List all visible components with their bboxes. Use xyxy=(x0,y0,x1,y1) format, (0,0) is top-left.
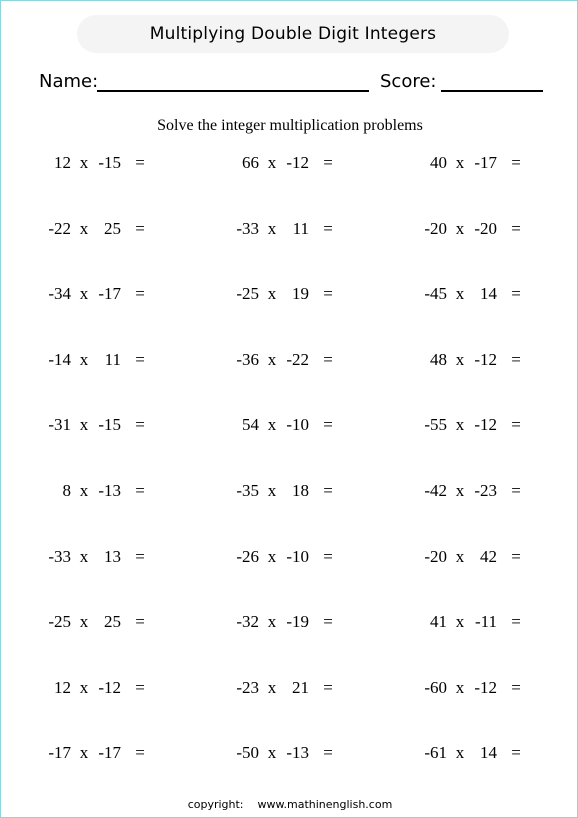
second-factor: -13 xyxy=(98,481,121,500)
problem-item xyxy=(229,151,339,175)
multiply-sign: x xyxy=(79,350,89,369)
multiply-sign: x xyxy=(267,219,277,238)
multiply-sign: x xyxy=(79,153,89,172)
first-factor: -23 xyxy=(236,678,259,697)
second-factor: -23 xyxy=(474,481,497,500)
problem-item xyxy=(229,545,339,569)
footer xyxy=(1,798,578,811)
multiply-sign: x xyxy=(455,153,465,172)
first-factor: 66 xyxy=(242,153,259,172)
equals-sign: = xyxy=(323,481,333,500)
second-factor: -12 xyxy=(474,415,497,434)
problem-item xyxy=(229,413,339,437)
second-factor: 42 xyxy=(480,547,497,566)
score-label: Score: xyxy=(380,71,437,92)
second-factor: -20 xyxy=(474,219,497,238)
name-score-row xyxy=(39,69,549,97)
first-factor: -34 xyxy=(48,284,71,303)
second-factor: -12 xyxy=(474,350,497,369)
second-factor: -17 xyxy=(98,284,121,303)
first-factor: -36 xyxy=(236,350,259,369)
second-factor: 25 xyxy=(104,612,121,631)
problem-item xyxy=(417,151,527,175)
second-factor: 25 xyxy=(104,219,121,238)
equals-sign: = xyxy=(135,743,145,762)
multiply-sign: x xyxy=(455,284,465,303)
multiply-sign: x xyxy=(79,284,89,303)
first-factor: -25 xyxy=(236,284,259,303)
first-factor: -31 xyxy=(48,415,71,434)
name-answer-line[interactable] xyxy=(97,90,369,92)
second-factor: -12 xyxy=(98,678,121,697)
equals-sign: = xyxy=(135,481,145,500)
multiply-sign: x xyxy=(267,678,277,697)
second-factor: -17 xyxy=(474,153,497,172)
first-factor: -22 xyxy=(48,219,71,238)
second-factor: 19 xyxy=(292,284,309,303)
first-factor: -20 xyxy=(424,219,447,238)
first-factor: -33 xyxy=(236,219,259,238)
second-factor: -10 xyxy=(286,547,309,566)
second-factor: -22 xyxy=(286,350,309,369)
equals-sign: = xyxy=(511,284,521,303)
second-factor: -19 xyxy=(286,612,309,631)
first-factor: -45 xyxy=(424,284,447,303)
multiply-sign: x xyxy=(79,678,89,697)
first-factor: 12 xyxy=(54,153,71,172)
second-factor: -15 xyxy=(98,153,121,172)
problem-item xyxy=(417,348,527,372)
problem-item xyxy=(41,676,151,700)
problem-item xyxy=(417,545,527,569)
equals-sign: = xyxy=(511,481,521,500)
problem-grid xyxy=(1,151,578,791)
problem-item xyxy=(417,217,527,241)
name-label: Name: xyxy=(39,71,99,92)
multiply-sign: x xyxy=(79,612,89,631)
first-factor: -26 xyxy=(236,547,259,566)
first-factor: 8 xyxy=(62,481,71,500)
second-factor: 21 xyxy=(292,678,309,697)
multiply-sign: x xyxy=(79,481,89,500)
multiply-sign: x xyxy=(267,415,277,434)
site-link[interactable]: www.mathinenglish.com xyxy=(257,798,393,811)
multiply-sign: x xyxy=(267,612,277,631)
problem-item xyxy=(229,217,339,241)
multiply-sign: x xyxy=(455,415,465,434)
instructions: Solve the integer multiplication problems xyxy=(157,117,423,134)
multiply-sign: x xyxy=(267,350,277,369)
equals-sign: = xyxy=(511,547,521,566)
problem-item xyxy=(41,151,151,175)
multiply-sign: x xyxy=(79,415,89,434)
problem-item xyxy=(417,676,527,700)
equals-sign: = xyxy=(323,743,333,762)
first-factor: -33 xyxy=(48,547,71,566)
multiply-sign: x xyxy=(455,219,465,238)
equals-sign: = xyxy=(135,219,145,238)
equals-sign: = xyxy=(323,678,333,697)
problem-item xyxy=(41,217,151,241)
multiply-sign: x xyxy=(267,743,277,762)
second-factor: 18 xyxy=(292,481,309,500)
equals-sign: = xyxy=(135,350,145,369)
second-factor: 14 xyxy=(480,743,497,762)
second-factor: -10 xyxy=(286,415,309,434)
problem-item xyxy=(229,479,339,503)
multiply-sign: x xyxy=(455,481,465,500)
multiply-sign: x xyxy=(455,547,465,566)
equals-sign: = xyxy=(135,678,145,697)
equals-sign: = xyxy=(135,415,145,434)
first-factor: 48 xyxy=(430,350,447,369)
equals-sign: = xyxy=(511,153,521,172)
second-factor: -12 xyxy=(286,153,309,172)
equals-sign: = xyxy=(135,547,145,566)
equals-sign: = xyxy=(511,678,521,697)
equals-sign: = xyxy=(323,547,333,566)
problem-item xyxy=(229,741,339,765)
first-factor: 12 xyxy=(54,678,71,697)
first-factor: -17 xyxy=(48,743,71,762)
equals-sign: = xyxy=(135,612,145,631)
second-factor: -17 xyxy=(98,743,121,762)
problem-item xyxy=(417,479,527,503)
multiply-sign: x xyxy=(455,743,465,762)
second-factor: -13 xyxy=(286,743,309,762)
problem-item xyxy=(41,413,151,437)
first-factor: -20 xyxy=(424,547,447,566)
equals-sign: = xyxy=(323,415,333,434)
multiply-sign: x xyxy=(267,284,277,303)
equals-sign: = xyxy=(511,350,521,369)
equals-sign: = xyxy=(135,153,145,172)
first-factor: 41 xyxy=(430,612,447,631)
multiply-sign: x xyxy=(79,743,89,762)
second-factor: -12 xyxy=(474,678,497,697)
first-factor: -61 xyxy=(424,743,447,762)
first-factor: -25 xyxy=(48,612,71,631)
equals-sign: = xyxy=(511,415,521,434)
problem-item xyxy=(41,282,151,306)
second-factor: 14 xyxy=(480,284,497,303)
second-factor: 11 xyxy=(292,219,309,238)
first-factor: -50 xyxy=(236,743,259,762)
problem-item xyxy=(41,610,151,634)
multiply-sign: x xyxy=(79,219,89,238)
problem-item xyxy=(229,348,339,372)
second-factor: -11 xyxy=(474,612,497,631)
equals-sign: = xyxy=(323,612,333,631)
equals-sign: = xyxy=(511,612,521,631)
worksheet-title: Multiplying Double Digit Integers xyxy=(77,15,509,53)
score-answer-line[interactable] xyxy=(441,90,543,92)
equals-sign: = xyxy=(323,350,333,369)
copyright-label: copyright: xyxy=(187,798,244,811)
multiply-sign: x xyxy=(267,547,277,566)
first-factor: -32 xyxy=(236,612,259,631)
problem-item xyxy=(41,479,151,503)
problem-item xyxy=(417,610,527,634)
problem-item xyxy=(41,741,151,765)
problem-item xyxy=(41,545,151,569)
problem-item xyxy=(417,741,527,765)
first-factor: -60 xyxy=(424,678,447,697)
first-factor: 54 xyxy=(242,415,259,434)
first-factor: 40 xyxy=(430,153,447,172)
equals-sign: = xyxy=(135,284,145,303)
equals-sign: = xyxy=(511,743,521,762)
multiply-sign: x xyxy=(267,481,277,500)
multiply-sign: x xyxy=(455,350,465,369)
second-factor: -15 xyxy=(98,415,121,434)
equals-sign: = xyxy=(323,153,333,172)
multiply-sign: x xyxy=(79,547,89,566)
second-factor: 13 xyxy=(104,547,121,566)
equals-sign: = xyxy=(511,219,521,238)
second-factor: 11 xyxy=(104,350,121,369)
multiply-sign: x xyxy=(455,678,465,697)
multiply-sign: x xyxy=(267,153,277,172)
problem-item xyxy=(41,348,151,372)
first-factor: -55 xyxy=(424,415,447,434)
problem-item xyxy=(229,282,339,306)
equals-sign: = xyxy=(323,219,333,238)
problem-item xyxy=(229,676,339,700)
multiply-sign: x xyxy=(455,612,465,631)
equals-sign: = xyxy=(323,284,333,303)
first-factor: -14 xyxy=(48,350,71,369)
problem-item xyxy=(417,282,527,306)
first-factor: -42 xyxy=(424,481,447,500)
first-factor: -35 xyxy=(236,481,259,500)
problem-item xyxy=(229,610,339,634)
problem-item xyxy=(417,413,527,437)
